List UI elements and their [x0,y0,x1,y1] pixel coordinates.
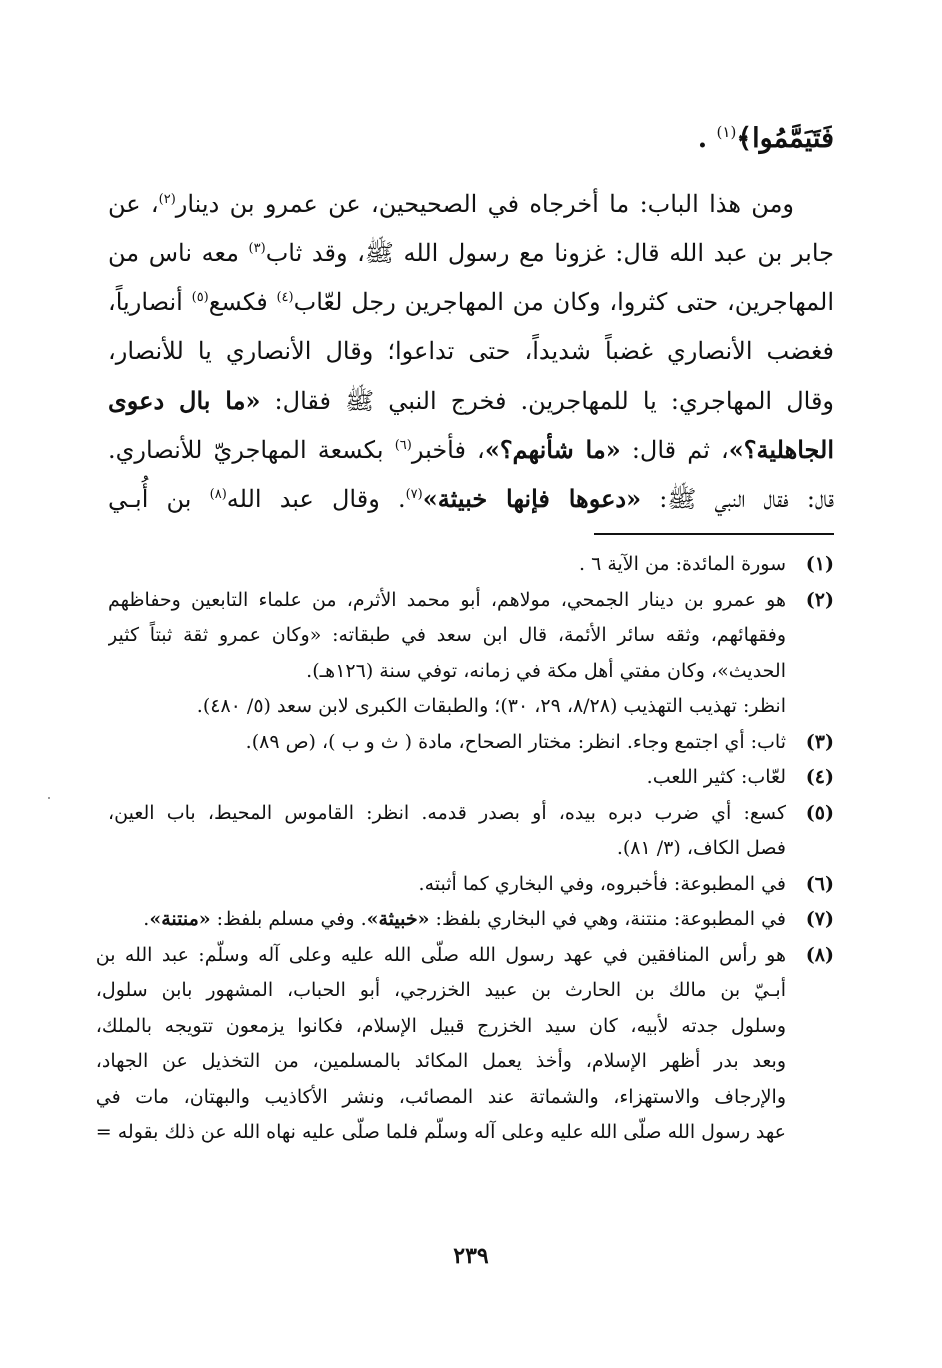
footnote-line: وفقهائهم، وثقه سائر الأئمة، قال ابن سعد في طبقاته: «وكان عمرو ثقة ثبتاً كثير [108,624,786,646]
footnote-ref-5: (٥) [191,290,209,305]
footnote-text: في المطبوعة: فأخبروه، وفي البخاري كما أثبته. [418,872,786,895]
main-paragraph [108,180,834,523]
footnote-number: (٦) [805,872,834,895]
main-line-3: المهاجرين، حتى كثروا، وكان من المهاجرين رجل لعّاب$^{(٤)}$ فكسع$^{(٥)}$ أنصارياً، [108,288,834,316]
footnote-text: لعّاب: كثير اللعب. [646,766,786,788]
footnote-ref-6: (٦) [394,438,412,453]
footnote-separator [594,533,834,535]
footnote-1 [108,547,834,583]
footnote-5 [108,796,834,867]
footnote-line: والإرجاف والاستهزاء، والشماتة عند المصائب، ونشر الأكاذيب والبهتان، مات في [95,1085,786,1108]
footnote-line: أبـيّ بن مالك بن الحارث بن عبيد الخزرجي، أبو الحباب، المشهور بابن سلول، [95,979,786,1001]
footnote-ref-3: (٣) [248,241,266,256]
footnote-line: الحديث»، وكان مفتي أهل مكة في زمانه، توفي سنة (١٢٦هـ). [306,659,786,682]
footnote-ref-8: (٨) [209,487,227,502]
main-line-2: جابر بن عبد الله قال: غزونا مع رسول الله ﷺ، وقد ثاب$^{(٣)}$ معه ناس من [108,239,834,267]
hadith-quote-2: «ما شأنهم؟» [484,435,621,464]
footnote-text [108,796,786,867]
verse-footnote-ref: (١) [716,123,737,141]
footnote-line: وسلول جدته لأبيه، كان سيد الخزرج قبيل الإسلام، فكانوا يزمعون تتويجه بالملك، [95,1014,786,1037]
footnote-6 [108,867,834,903]
footnote-line: كسع: أي ضرب دبره بيده، أو بصدر قدمه. انظر: القاموس المحيط، باب العين، [108,801,786,824]
footnote-3 [108,725,834,761]
footnote-4 [108,760,834,796]
footnote-ref-7: (٧) [405,487,423,502]
footnotes [95,547,834,1151]
hadith-quote-1-end: الجاهلية؟» [728,435,834,464]
footnote-number: (٣) [805,730,834,753]
footnote-number: (٥) [805,801,834,824]
footnote-line: وبعد بدر أظهر الإسلام، وأخذ يعمل المكائد بالمسلمين، من التخذيل عن الجهاد، [95,1050,786,1072]
footnote-2 [108,583,834,690]
footnote-number: (٢) [805,588,834,611]
footnote-text: في المطبوعة: منتنة، وهي في البخاري بلفظ: «خبيثة». وفي مسلم بلفظ: «منتنة». [143,908,786,930]
main-line-1: ومن هذا الباب: ما أخرجاه في الصحيحين، عن عمرو بن دينار$^{(٢)}$، عن [108,190,795,218]
footnote-2-reference: انظر: تهذيب التهذيب (٨/٢٨، ٢٩، ٣٠)؛ والطبقات الكبرى لابن سعد (٥/ ٤٨٠). [196,695,786,717]
main-line-6: الجاهلية؟»، ثم قال: «ما شأنهم؟»، فأخبر$^{(٦)}$ بكسعة المهاجريّ للأنصاري. [108,435,834,464]
footnote-ref-4: (٤) [276,290,294,305]
verse-end: . [697,123,717,154]
footnote-8 [95,938,834,1151]
footnote-number: (٤) [805,766,834,788]
footnote-number: (٧) [805,908,834,930]
footnote-line: هو رأس المنافقين في عهد رسول الله صلّى الله عليه وعلى آله وسلّم: عبد الله بن [95,943,786,966]
main-line-5: وقال المهاجري: يا للمهاجرين. فخرج النبي ﷺ فقال: «ما بال دعوى [108,386,834,415]
quran-verse-fragment [698,112,834,159]
footnote-line: فصل الكاف، (٣/ ٨١). [616,837,786,859]
scan-speck [48,797,50,799]
footnote-number: (٨) [805,943,834,966]
footnote-text [108,583,786,690]
page-number: ٢٣٩ [453,1243,489,1269]
main-line-7: قال: فقال النبي ﷺ: «دعوها فإنها خبيثة»$^{(٧)}$. وقال عبد الله$^{(٨)}$ بن أُبـي [108,484,834,513]
footnote-line: عهد رسول الله صلّى الله عليه وعلى آله وسلّم فلما صلّى عليه نهاه الله عن ذلك بقوله = [95,1121,786,1143]
footnote-7 [108,902,834,938]
footnote-text: ثاب: أي اجتمع وجاء. انظر: مختار الصحاح، مادة ( ث و ب )، (ص ٨٩). [245,730,786,753]
footnote-line: هو عمرو بن دينار الجمحي، مولاهم، أبو محمد الأثرم، من علماء التابعين وحفاظهم [108,588,786,611]
main-line-4: فغضب الأنصاري غضباً شديداً، حتى تداعوا؛ وقال الأنصاري يا للأنصار، [108,337,834,365]
verse-text: فَتَيَمَّمُوا﴾ [736,123,834,154]
hadith-quote-3: «دعوها فإنها خبيثة» [422,484,642,513]
footnote-text: سورة المائدة: من الآية ٦ . [578,553,786,575]
footnote-number: (١) [805,553,834,575]
footnote-ref-2: (٢) [158,192,176,207]
hadith-quote-1: «ما بال دعوى [108,386,261,415]
footnote-text [96,938,786,1151]
